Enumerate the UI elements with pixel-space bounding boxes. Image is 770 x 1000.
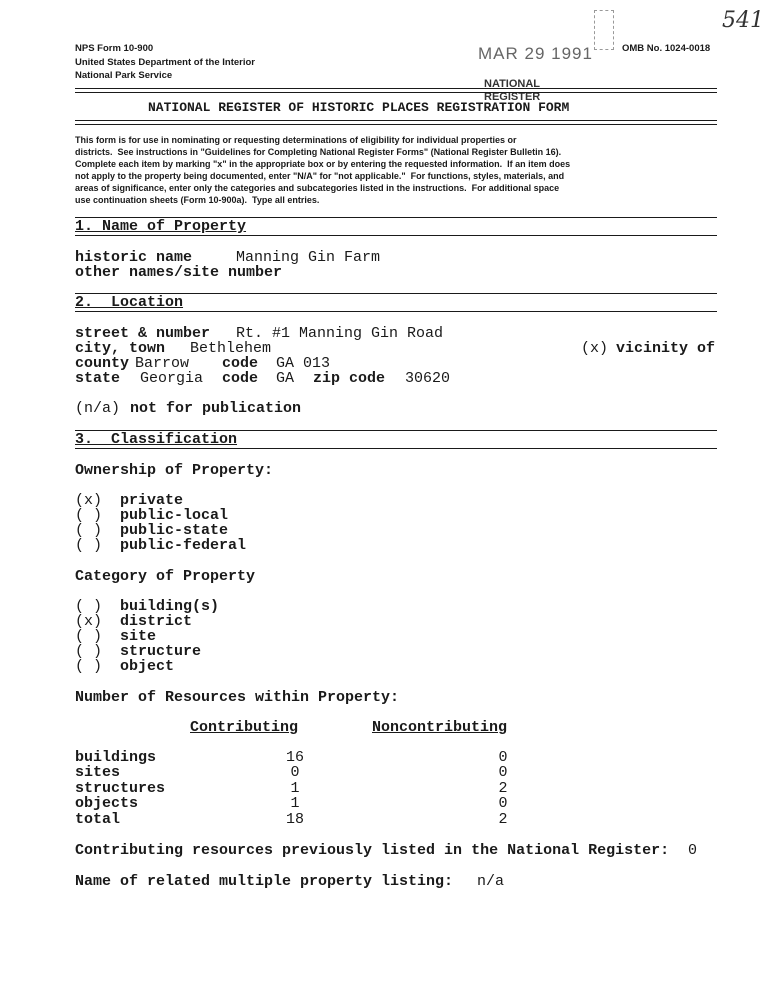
resource-type: buildings [75, 749, 157, 766]
resource-type: total [75, 811, 121, 828]
state-code-value: GA [276, 370, 295, 387]
resource-noncontributing-count: 0 [498, 764, 508, 781]
ownership-option: public-local [120, 507, 229, 524]
category-option: building(s) [120, 598, 220, 615]
zip-value: 30620 [405, 370, 451, 387]
section2-bottom-rule [75, 311, 717, 312]
title-double-rule [75, 120, 717, 125]
county-value: Barrow [135, 355, 190, 372]
handwritten-number: 541 [722, 8, 764, 33]
resource-contributing-count: 1 [290, 780, 300, 797]
instructions-line: This form is for use in nominating or requesting determinations of eligibility for individual properties or [75, 135, 517, 145]
resource-type: sites [75, 764, 121, 781]
section3-heading: 3. Classification [75, 431, 238, 448]
multiple-listing-value: n/a [477, 873, 505, 890]
previously-listed-label: Contributing resources previously listed in the National Register: [75, 842, 670, 859]
section1-bottom-rule [75, 235, 717, 236]
category-label: Category of Property [75, 568, 256, 585]
national-register-stamp: NATIONAL REGISTER [484, 78, 541, 103]
section2-heading: 2. Location [75, 294, 184, 311]
zip-label: zip code [313, 370, 386, 387]
previously-listed-value: 0 [688, 842, 698, 859]
instructions-line: areas of significance, enter only the categories and subcategories listed in the instructions. For additional space [75, 183, 560, 193]
category-mark: ( ) [75, 628, 103, 645]
other-names-label: other names/site number [75, 264, 283, 281]
resource-noncontributing-count: 2 [498, 780, 508, 797]
department: United States Department of the Interior [75, 57, 255, 68]
section1-heading: 1. Name of Property [75, 218, 247, 235]
county-code-label: code [222, 355, 259, 372]
resource-contributing-count: 16 [285, 749, 304, 766]
ownership-option: public-federal [120, 537, 247, 554]
instructions-line: use continuation sheets (Form 10-900a). Type all entries. [75, 195, 320, 205]
resource-noncontributing-count: 0 [498, 749, 508, 766]
stamp-mark [594, 10, 614, 50]
category-option: site [120, 628, 157, 645]
ownership-option: private [120, 492, 184, 509]
publication-mark: (n/a) [75, 400, 121, 417]
noncontributing-header: Noncontributing [372, 719, 508, 736]
category-option: object [120, 658, 175, 675]
state-code-label: code [222, 370, 259, 387]
ownership-mark: ( ) [75, 522, 103, 539]
contributing-header: Contributing [190, 719, 299, 736]
instructions-line: not apply to the property being documented, enter "N/A" for "not applicable." For functions, styles, materials, and [75, 171, 565, 181]
county-label: county [75, 355, 130, 372]
omb-number: OMB No. 1024-0018 [622, 43, 711, 54]
resource-contributing-count: 0 [290, 764, 300, 781]
ownership-label: Ownership of Property: [75, 462, 274, 479]
multiple-listing-label: Name of related multiple property listing: [75, 873, 454, 890]
state-label: state [75, 370, 121, 387]
form-number: NPS Form 10-900 [75, 43, 154, 54]
header-double-rule [75, 88, 717, 93]
category-mark: ( ) [75, 658, 103, 675]
section3-bottom-rule [75, 448, 717, 449]
vicinity-label: vicinity of [616, 340, 716, 357]
resource-type: structures [75, 780, 166, 797]
instructions-line: districts. See instructions in "Guidelines for Completing National Register Forms" (National Register Bulletin 16). [75, 147, 562, 157]
category-option: district [120, 613, 193, 630]
ownership-mark: (x) [75, 492, 103, 509]
resources-label: Number of Resources within Property: [75, 689, 400, 706]
instructions-line: Complete each item by marking "x" in the appropriate box or by entering the requested information. If an item does [75, 159, 571, 169]
historic-name-label: historic name [75, 249, 193, 266]
state-value: Georgia [140, 370, 204, 387]
ownership-option: public-state [120, 522, 229, 539]
resource-type: objects [75, 795, 139, 812]
street-label: street & number [75, 325, 211, 342]
category-mark: ( ) [75, 643, 103, 660]
city-label: city, town [75, 340, 166, 357]
county-code-value: GA 013 [276, 355, 331, 372]
resource-contributing-count: 1 [290, 795, 300, 812]
ownership-mark: ( ) [75, 537, 103, 554]
city-value: Bethlehem [190, 340, 272, 357]
historic-name-value: Manning Gin Farm [236, 249, 381, 266]
received-date-stamp: MAR 29 1991 [478, 44, 593, 63]
street-value: Rt. #1 Manning Gin Road [236, 325, 444, 342]
vicinity-mark: (x) [581, 340, 609, 357]
category-mark: (x) [75, 613, 103, 630]
service: National Park Service [75, 70, 173, 81]
resource-noncontributing-count: 2 [498, 811, 508, 828]
resource-contributing-count: 18 [285, 811, 304, 828]
resource-noncontributing-count: 0 [498, 795, 508, 812]
form-title: NATIONAL REGISTER OF HISTORIC PLACES REGISTRATION FORM [148, 100, 570, 115]
ownership-mark: ( ) [75, 507, 103, 524]
category-mark: ( ) [75, 598, 103, 615]
publication-label: not for publication [130, 400, 302, 417]
category-option: structure [120, 643, 202, 660]
